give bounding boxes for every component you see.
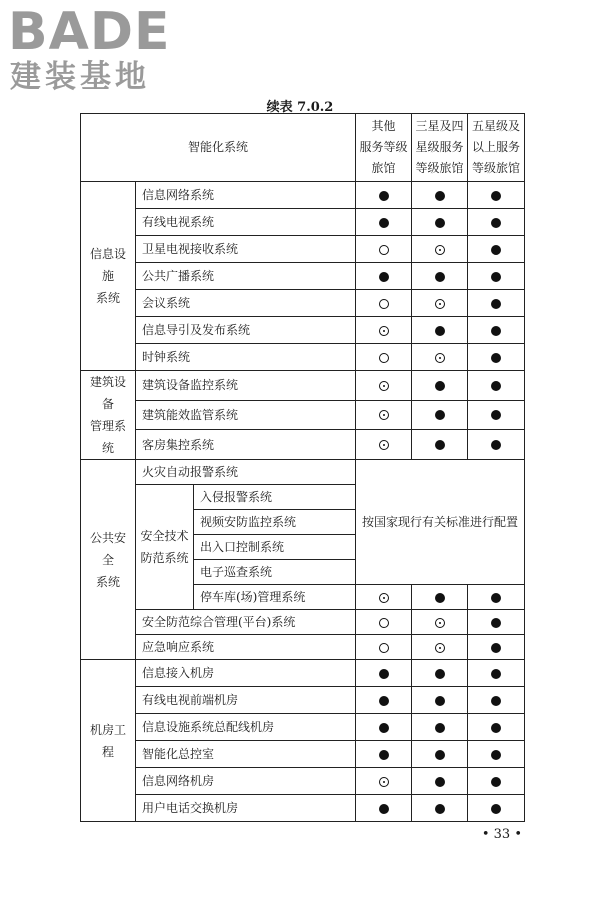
row-19-col-1 xyxy=(435,696,445,706)
table-row xyxy=(81,317,525,344)
row-6-col-2 xyxy=(491,353,501,363)
row-6-col-1 xyxy=(435,353,445,363)
row-18-col-0 xyxy=(379,669,389,679)
table-row xyxy=(81,660,525,687)
row-name: 出入口控制系统 xyxy=(194,535,356,560)
row-4-col-0 xyxy=(379,299,389,309)
row-name: 用户电话交换机房 xyxy=(136,795,356,822)
row-2-col-1 xyxy=(435,245,445,255)
group-public-safety: 公共安全 系统 xyxy=(81,460,136,660)
row-name: 卫星电视接收系统 xyxy=(136,236,356,263)
table-row xyxy=(81,236,525,263)
table-row xyxy=(81,768,525,795)
row-23-col-0 xyxy=(379,804,389,814)
row-5-col-2 xyxy=(491,326,501,336)
row-15-col-1 xyxy=(435,593,445,603)
row-20-col-2 xyxy=(491,723,501,733)
row-17-col-1 xyxy=(435,643,445,653)
row-name: 公共广播系统 xyxy=(136,263,356,290)
table-row xyxy=(81,182,525,209)
row-0-col-0 xyxy=(379,191,389,201)
brand-logo xyxy=(8,2,183,96)
table-row xyxy=(81,400,525,430)
row-22-col-0 xyxy=(379,777,389,787)
row-9-col-1 xyxy=(435,440,445,450)
row-name: 视频安防监控系统 xyxy=(194,510,356,535)
row-name: 有线电视系统 xyxy=(136,209,356,236)
row-15-col-2 xyxy=(491,593,501,603)
row-3-col-1 xyxy=(435,272,445,282)
row-7-col-1 xyxy=(435,381,445,391)
row-8-col-0 xyxy=(379,410,389,420)
row-name: 有线电视前端机房 xyxy=(136,687,356,714)
row-16-col-0 xyxy=(379,618,389,628)
table-caption: 续表 7.0.2 xyxy=(266,100,334,115)
header-col-3-4-star: 三星及四 星级服务 等级旅馆 xyxy=(412,114,468,182)
table-row xyxy=(81,209,525,236)
row-5-col-0 xyxy=(379,326,389,336)
intelligent-system-table xyxy=(80,113,525,822)
row-2-col-2 xyxy=(491,245,501,255)
row-0-col-2 xyxy=(491,191,501,201)
row-4-col-1 xyxy=(435,299,445,309)
row-23-col-1 xyxy=(435,804,445,814)
row-21-col-1 xyxy=(435,750,445,760)
row-name: 建筑能效监管系统 xyxy=(136,400,356,430)
row-1-col-2 xyxy=(491,218,501,228)
group-info-facility: 信息设施 系统 xyxy=(81,182,136,371)
page-number: • 33 • xyxy=(481,827,522,842)
row-0-col-1 xyxy=(435,191,445,201)
row-name: 信息设施系统总配线机房 xyxy=(136,714,356,741)
row-8-col-1 xyxy=(435,410,445,420)
row-1-col-1 xyxy=(435,218,445,228)
row-name: 信息网络系统 xyxy=(136,182,356,209)
row-name: 信息网络机房 xyxy=(136,768,356,795)
group-security-technology: 安全技术 防范系统 xyxy=(136,485,194,610)
row-name: 信息导引及发布系统 xyxy=(136,317,356,344)
row-18-col-1 xyxy=(435,669,445,679)
row-name: 停车库(场)管理系统 xyxy=(194,585,356,610)
table-row xyxy=(81,344,525,371)
table-row xyxy=(81,371,525,401)
table-row xyxy=(81,430,525,460)
row-22-col-2 xyxy=(491,777,501,787)
row-16-col-2 xyxy=(491,618,501,628)
header-row xyxy=(81,114,525,182)
table-row xyxy=(81,635,525,660)
row-20-col-1 xyxy=(435,723,445,733)
row-20-col-0 xyxy=(379,723,389,733)
group-building-equipment: 建筑设备 管理系统 xyxy=(81,371,136,460)
logo-subtitle: 建装基地 xyxy=(10,59,150,95)
row-23-col-2 xyxy=(491,804,501,814)
header-col-5-star: 五星级及 以上服务 等级旅馆 xyxy=(468,114,525,182)
row-name: 火灾自动报警系统 xyxy=(136,460,356,485)
row-19-col-0 xyxy=(379,696,389,706)
group-machine-room: 机房工程 xyxy=(81,660,136,822)
row-3-col-2 xyxy=(491,272,501,282)
row-name: 会议系统 xyxy=(136,290,356,317)
header-col-other: 其他 服务等级 旅馆 xyxy=(356,114,412,182)
row-6-col-0 xyxy=(379,353,389,363)
row-9-col-2 xyxy=(491,440,501,450)
table-row xyxy=(81,687,525,714)
table-row xyxy=(81,290,525,317)
row-18-col-2 xyxy=(491,669,501,679)
row-name: 客房集控系统 xyxy=(136,430,356,460)
row-name: 智能化总控室 xyxy=(136,741,356,768)
row-9-col-0 xyxy=(379,440,389,450)
row-8-col-2 xyxy=(491,410,501,420)
table-row xyxy=(81,460,525,485)
row-15-col-0 xyxy=(379,593,389,603)
table-row xyxy=(81,263,525,290)
row-21-col-0 xyxy=(379,750,389,760)
header-system: 智能化系统 xyxy=(81,114,356,182)
row-2-col-0 xyxy=(379,245,389,255)
row-19-col-2 xyxy=(491,696,501,706)
row-name: 电子巡查系统 xyxy=(194,560,356,585)
logo-brand: BADE xyxy=(8,2,171,62)
row-name: 建筑设备监控系统 xyxy=(136,371,356,401)
row-22-col-1 xyxy=(435,777,445,787)
row-3-col-0 xyxy=(379,272,389,282)
row-1-col-0 xyxy=(379,218,389,228)
row-7-col-2 xyxy=(491,381,501,391)
table-row xyxy=(81,610,525,635)
row-name: 安全防范综合管理(平台)系统 xyxy=(136,610,356,635)
table-row xyxy=(81,714,525,741)
table-row xyxy=(81,741,525,768)
row-name: 应急响应系统 xyxy=(136,635,356,660)
row-name: 时钟系统 xyxy=(136,344,356,371)
row-7-col-0 xyxy=(379,381,389,391)
table-row xyxy=(81,795,525,822)
row-16-col-1 xyxy=(435,618,445,628)
row-4-col-2 xyxy=(491,299,501,309)
merged-note: 按国家现行有关标准进行配置 xyxy=(356,460,525,585)
row-17-col-0 xyxy=(379,643,389,653)
row-17-col-2 xyxy=(491,643,501,653)
row-name: 信息接入机房 xyxy=(136,660,356,687)
row-name: 入侵报警系统 xyxy=(194,485,356,510)
row-21-col-2 xyxy=(491,750,501,760)
row-5-col-1 xyxy=(435,326,445,336)
